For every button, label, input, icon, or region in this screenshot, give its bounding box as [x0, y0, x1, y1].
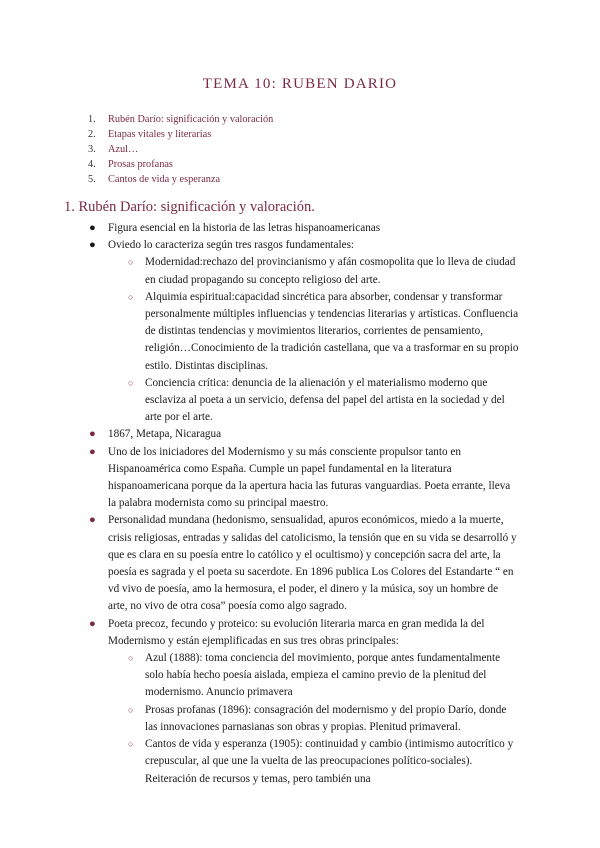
toc-item: 2. Etapas vitales y literarias: [88, 129, 212, 140]
list-item: ● Poeta precoz, fecundo y proteico: su evolución literaria marca en gran medida la del Modernismo y están ejemplificadas en sus tres obras principales:: [89, 617, 485, 647]
table-of-contents: [88, 112, 273, 187]
sub-list-item: ○ Azul (1888): toma conciencia del movimiento, porque antes fundamentalmente solo había hecho poesía aislada, empieza el camino previo de la plenitud del modernismo. Anuncio primavera: [128, 652, 501, 699]
sub-list-item: ○ Alquimia espiritual:capacidad sincrética para absorber, condensar y transformar personalmente múltiples influencias y tendencias literarias y artísticas. Confluencia de distintas tendencias y movimientos literarios, corrientes de pensamiento, religión…Conocimiento de la tradición castellana, que va a trasformar en su propio estilo. Distintas disciplinas.: [128, 290, 519, 372]
sub-list-item: ○ Modernidad:rechazo del provincianismo y afán cosmopolita que lo lleva de ciudad en ciudad propagando su concepto religioso del arte.: [128, 256, 516, 286]
sub-list-item: ○ Prosas profanas (1896): consagración del modernismo y del propio Darío, donde las innovaciones parnasianas son obras y propias. Plenitud primaveral.: [128, 703, 507, 733]
list-item: ● Uno de los iniciadores del Modernismo y su más consciente propulsor tanto en Hispanoamérica como España. Cumple un papel fundamental en la literatura hispanoamericana porque da la apertura hacia las futuras vanguardias. Poeta errante, lleva la palabra modernista como su principal maestro.: [89, 445, 511, 510]
toc-item: 4. Prosas profanas: [88, 159, 173, 170]
bullet-icon: ●: [89, 514, 96, 527]
sub-list-item: ○ Conciencia crítica: denuncia de la alienación y el materialismo moderno que esclaviza al poeta a un servicio, defensa del papel del artista en la sociedad y del arte por el arte.: [128, 376, 505, 424]
circle-bullet-icon: ○: [128, 291, 134, 302]
circle-bullet-icon: ○: [128, 739, 134, 750]
list-item: ● Oviedo lo caracteriza según tres rasgos fundamentales:: [108, 237, 518, 254]
bullet-icon: ●: [89, 239, 96, 252]
sub-list-item: ○ Cantos de vida y esperanza (1905): continuidad y cambio (intimismo autocrítico y crepuscular, al que une la vuelta de las preocupaciones político-sociales). Reiteración de recursos y temas, pero también una: [128, 738, 514, 785]
list-item: ● 1867, Metapa, Nicaragua: [108, 426, 518, 443]
bullet-icon: ●: [89, 617, 96, 630]
page-title: TEMA 10: RUBEN DARIO: [202, 76, 398, 92]
bullet-icon: ●: [89, 445, 96, 458]
bullet-icon: ●: [89, 222, 96, 234]
toc-item: 3. Azul…: [88, 144, 139, 155]
toc-item: 5. Cantos de vida y esperanza: [88, 174, 221, 185]
circle-bullet-icon: ○: [128, 653, 134, 664]
section-body: [0, 220, 600, 788]
circle-bullet-icon: ○: [128, 377, 134, 388]
circle-bullet-icon: ○: [128, 257, 134, 268]
toc-item: 1. Rubén Darío: significación y valoración: [88, 114, 274, 125]
list-item: ● Personalidad mundana (hedonismo, sensualidad, apuros económicos, miedo a la muerte, crisis religiosas, entradas y salidas del catolicismo, la tensión que en su vida se desarrolló y que es clara en su poesía entre lo católico y el ocultismo) y concepción sacra del arte, la poesía es sagrada y el poeta su sacerdote. En 1896 publica Los Colores del Estandarte “ en vd vivo de poesía, amo la hermosura, el poder, el dinero y la música, soy un hombre de arte, no vivo de otra cosa” poesía como algo sagrado.: [89, 514, 517, 613]
section-heading: 1. Rubén Darío: significación y valoración.: [64, 199, 315, 215]
bullet-icon: ●: [89, 428, 96, 441]
list-item: ● Figura esencial en la historia de las letras hispanoamericanas: [108, 220, 518, 237]
circle-bullet-icon: ○: [128, 704, 134, 715]
